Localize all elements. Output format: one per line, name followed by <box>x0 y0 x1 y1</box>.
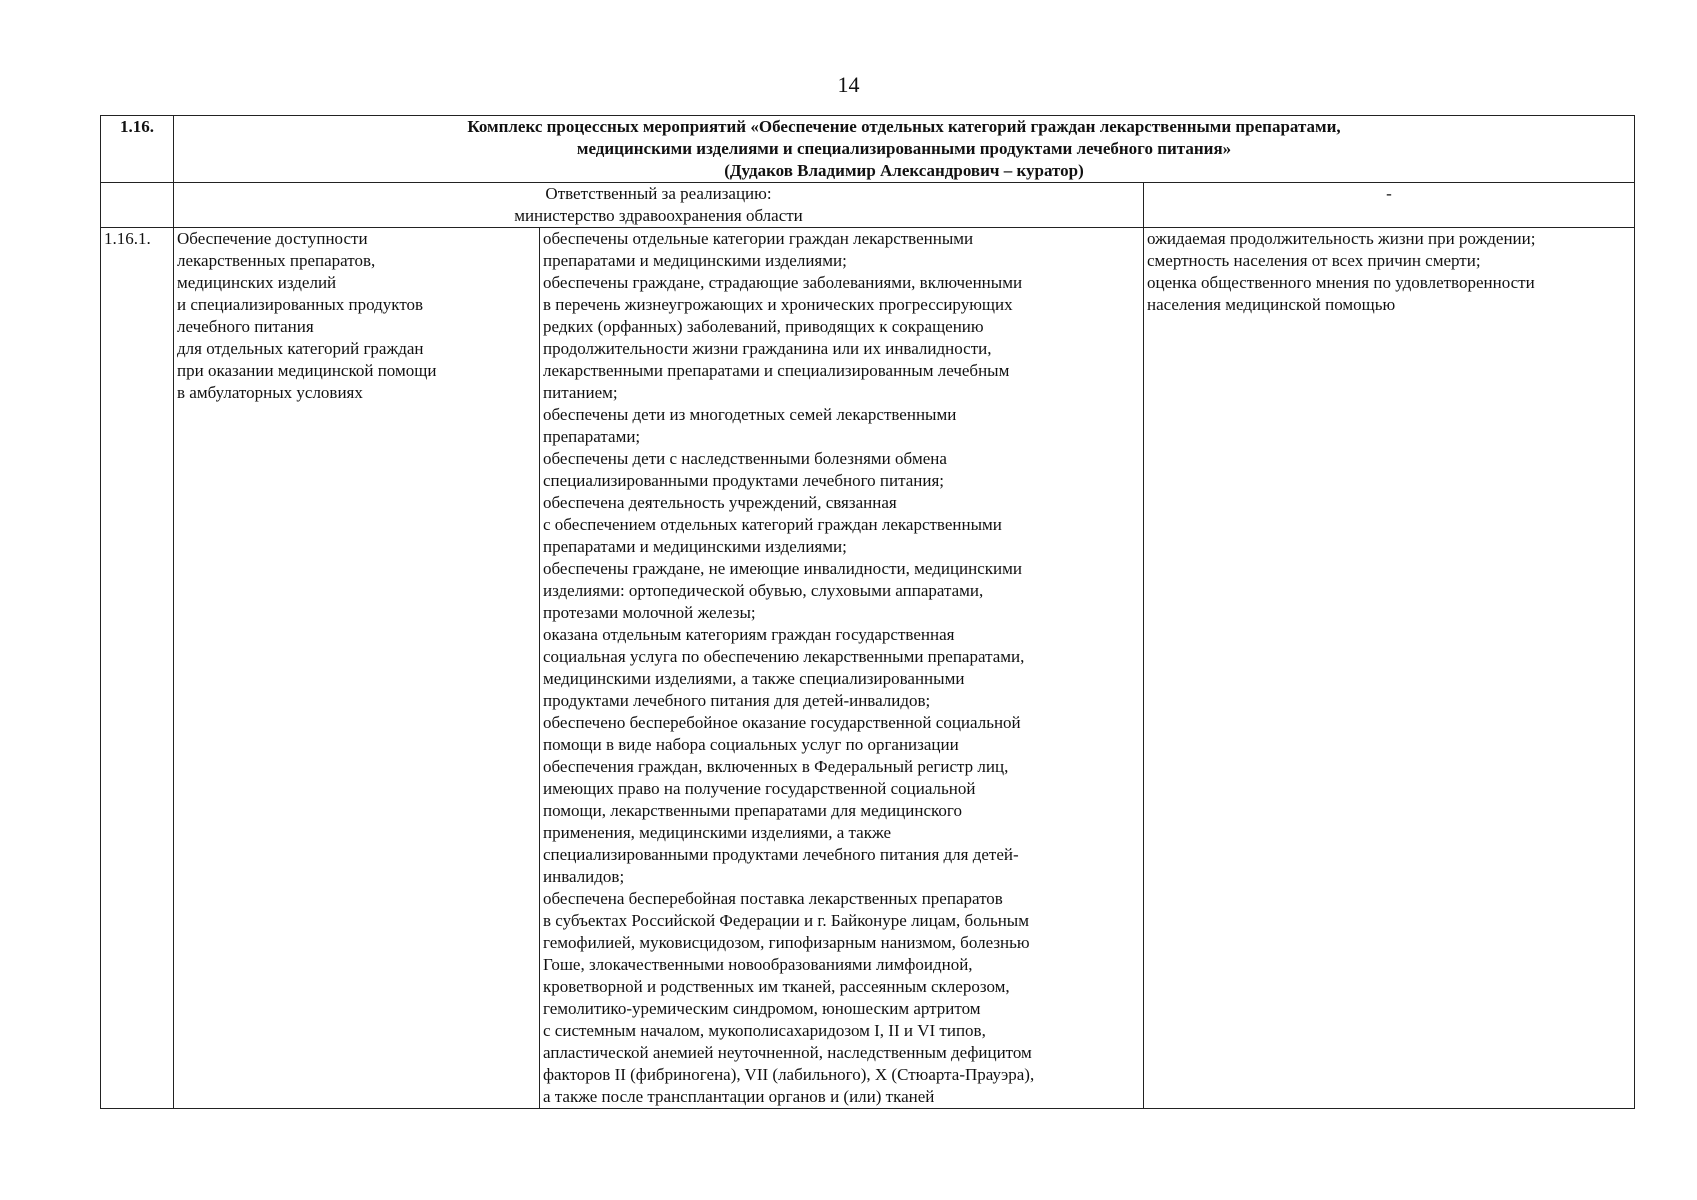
result-line: обеспечены дети с наследственными болезнями обмена <box>543 449 947 468</box>
task-line: для отдельных категорий граждан <box>177 339 424 358</box>
result-line: имеющих право на получение государственной социальной <box>543 779 976 798</box>
indicator-line: населения медицинской помощью <box>1147 295 1396 314</box>
task-line: лечебного питания <box>177 317 314 336</box>
indicator-line: ожидаемая продолжительность жизни при рождении; <box>1147 229 1536 248</box>
result-line: а также после трансплантации органов и (или) тканей <box>543 1087 935 1106</box>
result-line: обеспечены граждане, страдающие заболеваниями, включенными <box>543 273 1023 292</box>
result-line: изделиями: ортопедической обувью, слуховыми аппаратами, <box>543 581 984 600</box>
section-title <box>174 116 1635 183</box>
task-line: Обеспечение доступности <box>177 229 368 248</box>
result-line: кроветворной и родственных им тканей, рассеянным склерозом, <box>543 977 1010 996</box>
result-line: медицинскими изделиями, а также специализированными <box>543 669 965 688</box>
result-line: обеспечены дети из многодетных семей лекарственными <box>543 405 957 424</box>
result-line: оказана отдельным категориям граждан государственная <box>543 625 955 644</box>
result-line: обеспечены отдельные категории граждан лекарственными <box>543 229 974 248</box>
result-line: гемофилией, муковисцидозом, гипофизарным нанизмом, болезнью <box>543 933 1030 952</box>
task-line: медицинских изделий <box>177 273 337 292</box>
result-line: апластической анемией неуточненной, наследственным дефицитом <box>543 1043 1032 1062</box>
section-header-row <box>101 116 1635 183</box>
result-line: препаратами и медицинскими изделиями; <box>543 537 847 556</box>
responsible-line: министерство здравоохранения области <box>514 206 803 225</box>
result-line: препаратами и медицинскими изделиями; <box>543 251 847 270</box>
result-line: помощи, лекарственными препаратами для медицинского <box>543 801 962 820</box>
result-line: с системным началом, мукополисахаридозом I, II и VI типов, <box>543 1021 986 1040</box>
section-title-line: медицинскими изделиями и специализированными продуктами лечебного питания» <box>576 139 1232 158</box>
result-line: обеспечено бесперебойное оказание государственной социальной <box>543 713 1021 732</box>
result-line: применения, медицинскими изделиями, а также <box>543 823 892 842</box>
result-line: лекарственными препаратами и специализированным лечебным <box>543 361 1010 380</box>
result-line: Гоше, злокачественными новообразованиями лимфоидной, <box>543 955 973 974</box>
responsible-right-cell: - <box>1144 183 1635 228</box>
result-line: помощи в виде набора социальных услуг по организации <box>543 735 959 754</box>
result-line: питанием; <box>543 383 618 402</box>
task-line: в амбулаторных условиях <box>177 383 363 402</box>
responsible-line: Ответственный за реализацию: <box>545 184 772 203</box>
section-title-line: (Дудаков Владимир Александрович – куратор) <box>724 161 1084 180</box>
result-line: специализированными продуктами лечебного питания для детей- <box>543 845 1019 864</box>
indicator-line: смертность населения от всех причин смерти; <box>1147 251 1481 270</box>
result-line: инвалидов; <box>543 867 625 886</box>
result-line: продуктами лечебного питания для детей-инвалидов; <box>543 691 931 710</box>
result-line: в перечень жизнеугрожающих и хронических прогрессирующих <box>543 295 1013 314</box>
task-line: и специализированных продуктов <box>177 295 424 314</box>
result-line: в субъектах Российской Федерации и г. Байконуре лицам, больным <box>543 911 1029 930</box>
result-line: обеспечения граждан, включенных в Федеральный регистр лиц, <box>543 757 1009 776</box>
result-line: протезами молочной железы; <box>543 603 756 622</box>
section-title-line: Комплекс процессных мероприятий «Обеспечение отдельных категорий граждан лекарственными препаратами, <box>467 117 1341 136</box>
result-line: обеспечена бесперебойная поставка лекарственных препаратов <box>543 889 1003 908</box>
task-line: при оказании медицинской помощи <box>177 361 437 380</box>
result-line: обеспечена деятельность учреждений, связанная <box>543 493 897 512</box>
result-line: редких (орфанных) заболеваний, приводящих к сокращению <box>543 317 984 336</box>
task-cell <box>174 228 540 1109</box>
task-number: 1.16.1. <box>101 228 174 1109</box>
responsible-empty-cell <box>101 183 174 228</box>
result-line: продолжительности жизни гражданина или их инвалидности, <box>543 339 992 358</box>
indicator-cell <box>1144 228 1635 1109</box>
result-line: гемолитико-уремическим синдромом, юношеским артритом <box>543 999 981 1018</box>
result-line: факторов II (фибриногена), VII (лабильного), X (Стюарта-Прауэра), <box>543 1065 1035 1084</box>
responsible-cell <box>174 183 1144 228</box>
responsible-row <box>101 183 1635 228</box>
indicator-line: оценка общественного мнения по удовлетворенности <box>1147 273 1535 292</box>
measures-table <box>100 115 1635 1109</box>
result-line: обеспечены граждане, не имеющие инвалидности, медицинскими <box>543 559 1022 578</box>
task-row <box>101 228 1635 1109</box>
result-line: с обеспечением отдельных категорий граждан лекарственными <box>543 515 1002 534</box>
section-number: 1.16. <box>101 116 174 183</box>
result-cell <box>540 228 1144 1109</box>
result-line: препаратами; <box>543 427 641 446</box>
page-number: 14 <box>837 72 860 97</box>
task-line: лекарственных препаратов, <box>177 251 376 270</box>
result-line: специализированными продуктами лечебного питания; <box>543 471 944 490</box>
result-line: социальная услуга по обеспечению лекарственными препаратами, <box>543 647 1025 666</box>
